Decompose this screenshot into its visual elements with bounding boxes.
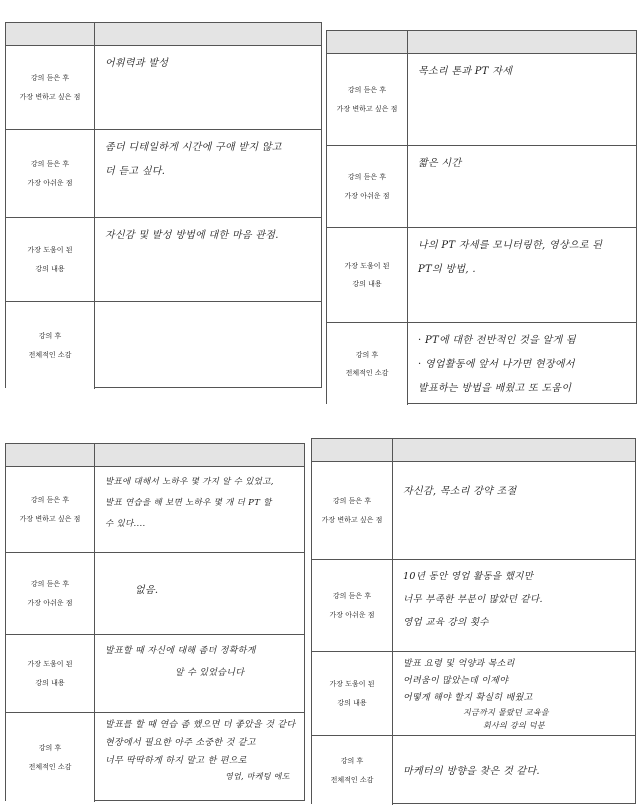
label-change: 강의 듣은 후 가장 변하고 싶은 점 bbox=[327, 54, 408, 145]
answer-overall bbox=[95, 713, 304, 802]
answer-regret bbox=[95, 130, 321, 217]
sheet-header-row bbox=[6, 23, 321, 46]
handwritten-line: 어휘력과 발성 bbox=[105, 58, 169, 69]
row-change bbox=[312, 462, 635, 560]
answer-helpful bbox=[95, 218, 321, 301]
label-overall: 강의 후 전체적인 소감 bbox=[327, 323, 408, 405]
handwritten-line: 없음. bbox=[135, 585, 159, 596]
label-regret: 강의 듣은 후 가장 아쉬운 점 bbox=[6, 553, 95, 634]
row-regret bbox=[327, 146, 636, 228]
label-overall: 강의 후 전체적인 소감 bbox=[312, 736, 393, 805]
label-helpful: 가장 도움이 된 강의 내용 bbox=[312, 652, 393, 735]
answer-change bbox=[95, 467, 304, 552]
survey-sheet-2 bbox=[326, 30, 637, 404]
handwritten-line: 10년 동안 영업 활동을 했지만 bbox=[403, 571, 534, 582]
answer-change bbox=[95, 46, 321, 129]
handwritten-line: 영업, 마케팅 에도 bbox=[225, 772, 290, 781]
label-overall: 강의 후 전체적인 소감 bbox=[6, 302, 95, 389]
answer-helpful bbox=[408, 228, 636, 322]
row-regret bbox=[6, 130, 321, 218]
row-overall bbox=[327, 323, 636, 405]
label-regret: 강의 듣은 후 가장 아쉬운 점 bbox=[6, 130, 95, 217]
label-helpful: 가장 도움이 된 강의 내용 bbox=[6, 635, 95, 712]
label-regret: 강의 듣은 후 가장 아쉬운 점 bbox=[312, 560, 393, 651]
handwritten-line: 현장에서 필요한 아주 소중한 것 같고 bbox=[105, 738, 256, 748]
answer-change bbox=[393, 462, 635, 559]
handwritten-line: 회사의 강의 덕분 bbox=[483, 721, 545, 730]
handwritten-line: 좀더 디테일하게 시간에 구애 받지 않고 bbox=[105, 142, 282, 153]
row-helpful bbox=[6, 635, 304, 713]
handwritten-line: 자신감, 목소리 강약 조절 bbox=[403, 486, 517, 497]
handwritten-line: 어떻게 해야 할지 확실히 배웠고 bbox=[403, 693, 533, 703]
label-helpful: 가장 도움이 된 강의 내용 bbox=[327, 228, 408, 322]
answer-helpful bbox=[393, 652, 635, 735]
handwritten-line: 마케터의 방향을 찾은 것 같다. bbox=[403, 766, 540, 777]
handwritten-line: 알 수 있었습니다 bbox=[175, 668, 245, 678]
row-overall bbox=[6, 302, 321, 389]
sheet-header-row bbox=[6, 444, 304, 467]
answer-overall bbox=[408, 323, 636, 405]
handwritten-line: 수 있다.... bbox=[105, 519, 146, 529]
answer-overall bbox=[393, 736, 635, 805]
answer-change bbox=[408, 54, 636, 145]
row-change bbox=[6, 46, 321, 130]
label-change: 강의 듣은 후 가장 변하고 싶은 점 bbox=[6, 46, 95, 129]
row-overall bbox=[312, 736, 635, 805]
label-helpful: 가장 도움이 된 강의 내용 bbox=[6, 218, 95, 301]
handwritten-line: 발표할 때 자신에 대해 좀더 정확하게 bbox=[105, 646, 256, 656]
answer-regret bbox=[95, 553, 304, 634]
handwritten-line: 너무 딱딱하게 하지 말고 한 편으로 bbox=[105, 756, 247, 766]
sheet-header-row bbox=[327, 31, 636, 54]
handwritten-line: 발표 연습을 해 보면 노하우 몇 개 더 PT 할 bbox=[105, 498, 272, 508]
handwritten-line: · 영업활동에 앞서 나가면 현장에서 bbox=[418, 359, 575, 370]
survey-sheet-3 bbox=[5, 443, 305, 801]
label-change: 강의 듣은 후 가장 변하고 싶은 점 bbox=[6, 467, 95, 552]
row-change bbox=[327, 54, 636, 146]
row-regret bbox=[6, 553, 304, 635]
answer-regret bbox=[408, 146, 636, 227]
row-overall bbox=[6, 713, 304, 802]
answer-overall bbox=[95, 302, 321, 389]
row-regret bbox=[312, 560, 635, 652]
answer-regret bbox=[393, 560, 635, 651]
handwritten-line: 어려움이 많았는데 이제야 bbox=[403, 676, 509, 686]
handwritten-line: 발표를 할 때 연습 좀 했으면 더 좋았을 것 같다 bbox=[105, 720, 296, 730]
survey-sheet-1 bbox=[5, 22, 322, 388]
sheet-header-row bbox=[312, 439, 635, 462]
handwritten-line: 너무 부족한 부분이 많았던 같다. bbox=[403, 594, 543, 605]
row-helpful bbox=[312, 652, 635, 736]
handwritten-line: 목소리 톤과 PT 자세 bbox=[418, 66, 513, 77]
row-helpful bbox=[327, 228, 636, 323]
row-helpful bbox=[6, 218, 321, 302]
handwritten-line: 지금까지 몰랐던 교육을 bbox=[463, 708, 549, 717]
handwritten-line: 나의 PT 자세를 모니터링한, 영상으로 된 bbox=[418, 240, 603, 251]
handwritten-line: 영업 교육 강의 횟수 bbox=[403, 617, 489, 628]
answer-helpful bbox=[95, 635, 304, 712]
survey-sheet-4 bbox=[311, 438, 636, 804]
handwritten-line: 발표 요령 및 억양과 목소리 bbox=[403, 659, 515, 669]
label-overall: 강의 후 전체적인 소감 bbox=[6, 713, 95, 802]
label-regret: 강의 듣은 후 가장 아쉬운 점 bbox=[327, 146, 408, 227]
handwritten-line: 발표하는 방법을 배웠고 또 도움이 bbox=[418, 383, 572, 394]
label-change: 강의 듣은 후 가장 변하고 싶은 점 bbox=[312, 462, 393, 559]
handwritten-line: 발표에 대해서 노하우 몇 가지 알 수 있었고, bbox=[105, 477, 274, 487]
row-change bbox=[6, 467, 304, 553]
handwritten-line: PT의 방법, . bbox=[418, 264, 476, 275]
handwritten-line: 더 듣고 싶다. bbox=[105, 166, 166, 177]
handwritten-line: · PT에 대한 전반적인 것을 알게 됨 bbox=[418, 335, 576, 346]
handwritten-line: 자신감 및 발성 방법에 대한 마음 관점. bbox=[105, 230, 279, 241]
handwritten-line: 짧은 시간 bbox=[418, 158, 462, 169]
